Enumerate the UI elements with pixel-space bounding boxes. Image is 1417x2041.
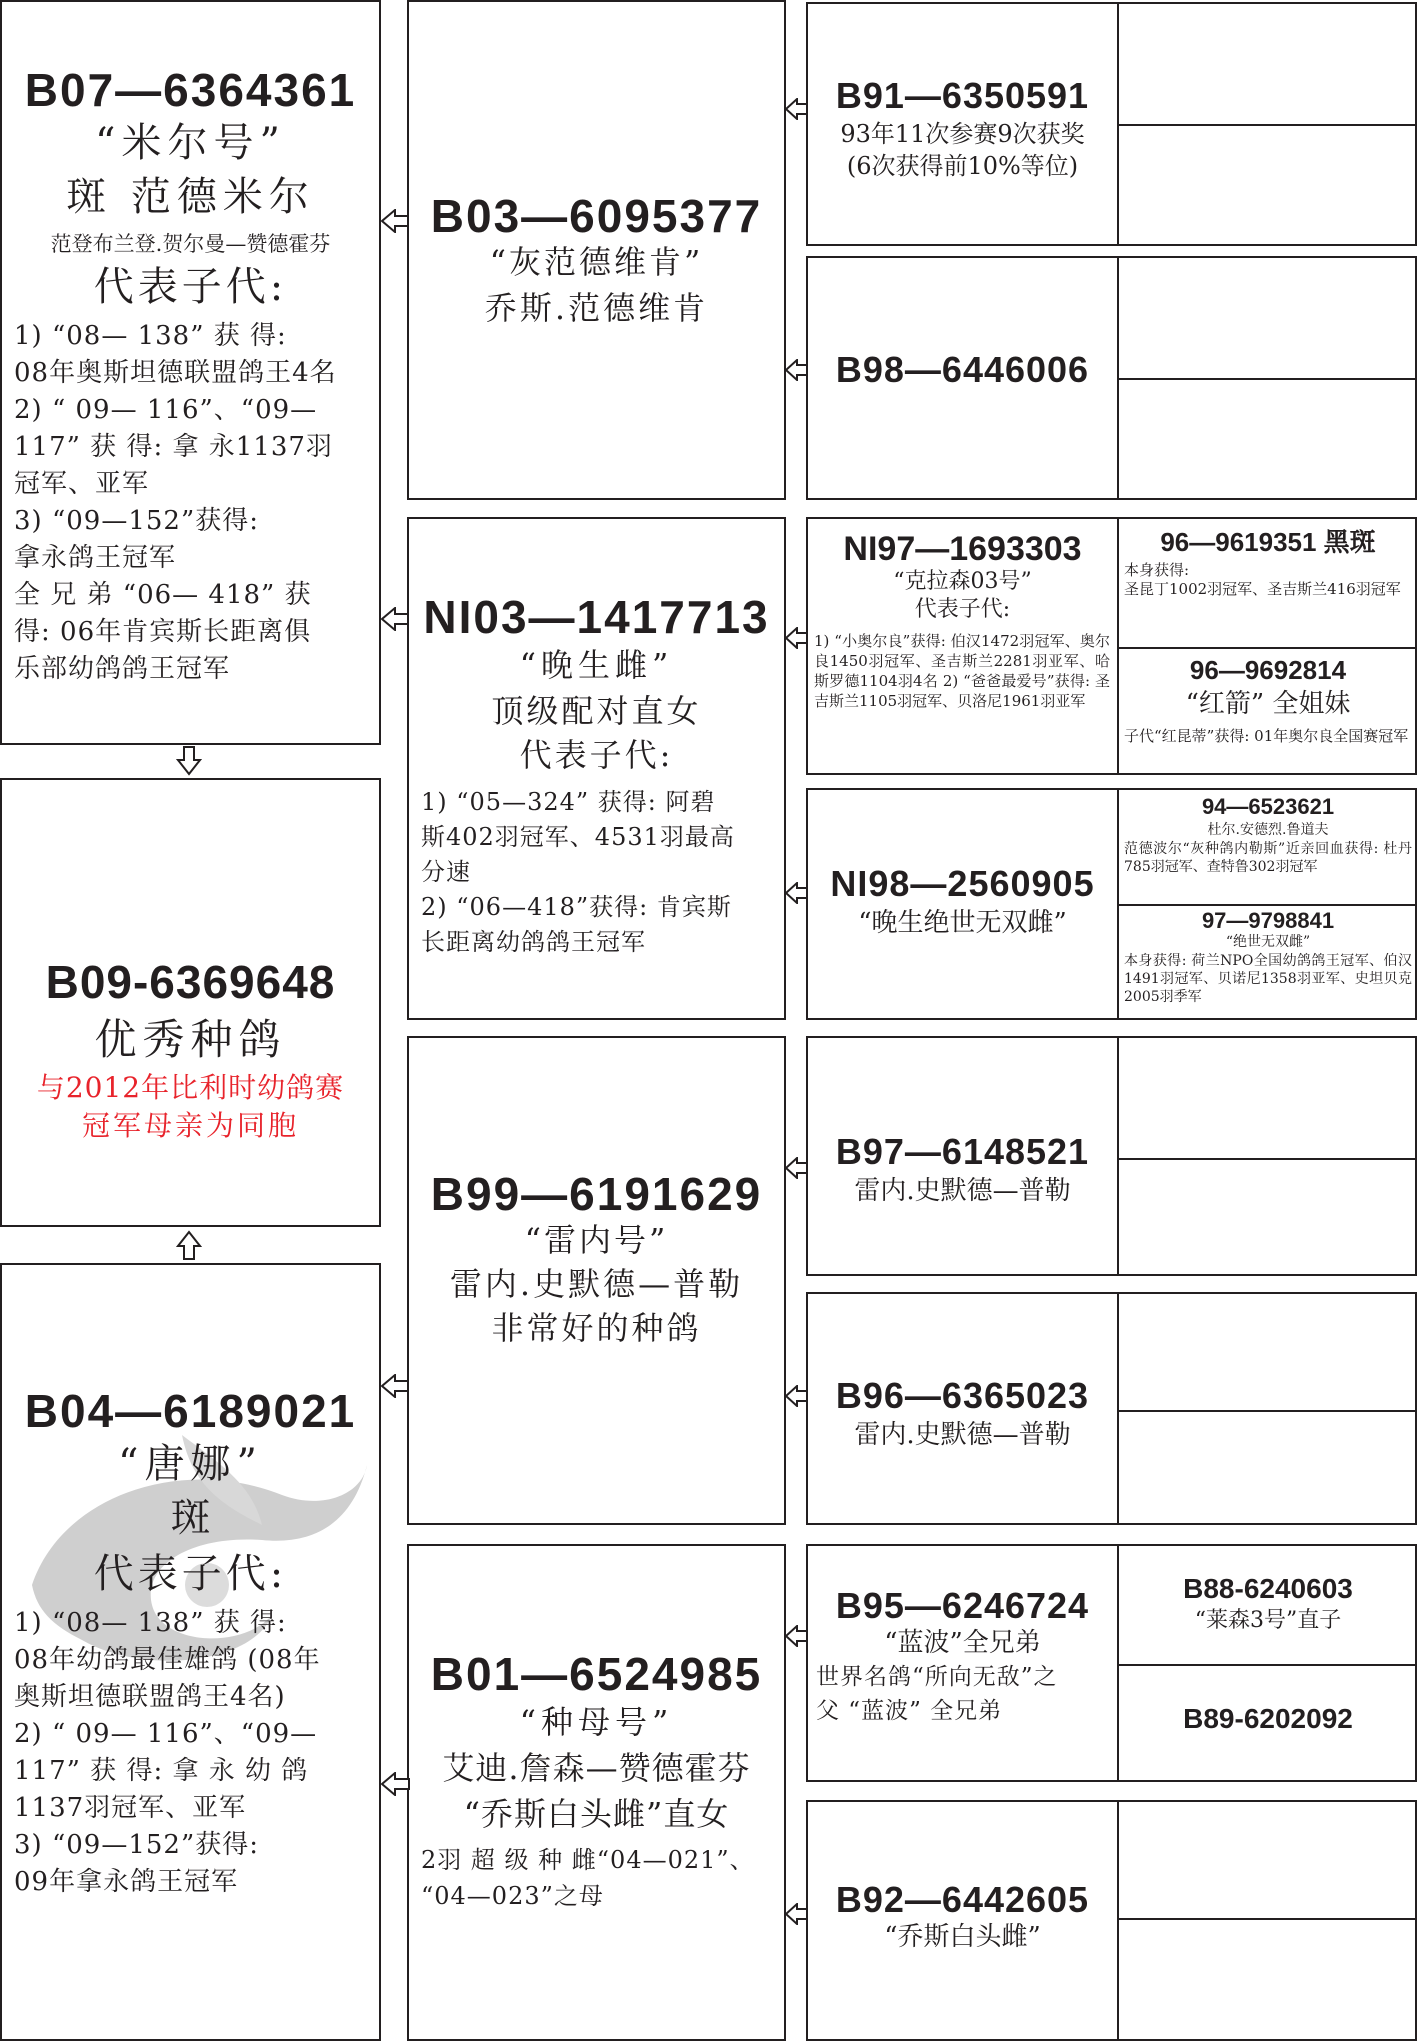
gen2-ring-number: B99—6191629 bbox=[430, 1168, 763, 1220]
gen3-ring-number: B97—6148521 bbox=[835, 1131, 1090, 1172]
gen3-line: “晚生绝世无双雌” bbox=[858, 908, 1067, 938]
gen3-line: (6次获得前10%等位) bbox=[846, 152, 1079, 180]
gen2-line: “雷内号” bbox=[524, 1221, 669, 1259]
gen4-name: “绝世无双雌” bbox=[1225, 934, 1311, 950]
desc-line: 08年幼鸽最佳雄鸽 (08年 bbox=[14, 1645, 321, 1675]
desc-line: 2羽 超 级 种 雌“04—021”、 bbox=[421, 1846, 755, 1874]
gen3-offspring-desc: 1) “小奥尔良”获得: 伯汉1472羽冠军、奥尔良1450羽冠军、圣吉斯兰2281羽亚军、哈斯罗德1104羽4名 2) “爸爸最爱号”获得: 圣吉斯兰1105羽冠军、贝洛尼1961羽亚军 bbox=[814, 632, 1110, 710]
gen2-line: “灰范德维肯” bbox=[489, 243, 704, 281]
subject-note-line2: 冠军母亲为同胞 bbox=[81, 1109, 299, 1142]
desc-line: 2) “ 09— 116”、“09— bbox=[14, 1719, 318, 1749]
gen4-ring-number: 94—6523621 bbox=[1201, 794, 1335, 819]
ggp-card-4 bbox=[806, 788, 1417, 1020]
desc-line: 1) “05—324” 获得: 阿碧 bbox=[421, 788, 716, 816]
sire-offspring-list bbox=[14, 318, 369, 688]
sire-card bbox=[0, 0, 381, 745]
gen4-desc: 本身获得: 圣昆丁1002羽冠军、圣吉斯兰416羽冠军 bbox=[1124, 561, 1401, 598]
subject-ring-number: B09-6369648 bbox=[45, 956, 336, 1008]
gen3-ring-number: B91—6350591 bbox=[835, 75, 1090, 116]
grandsire-maternal-card bbox=[407, 1036, 786, 1525]
desc-line: 冠军、亚军 bbox=[14, 469, 150, 499]
desc-line: 长距离幼鸽鸽王冠军 bbox=[421, 928, 646, 956]
desc-line: 08年奥斯坦德联盟鸽王4名 bbox=[14, 358, 337, 388]
arrow-down-icon bbox=[176, 746, 202, 776]
gen2-line: 乔斯.范德维肯 bbox=[484, 289, 709, 327]
ggp-card-5 bbox=[806, 1036, 1417, 1276]
subject-card bbox=[0, 778, 381, 1227]
grandsire-paternal-card bbox=[407, 0, 786, 500]
gen2-line: 非常好的种鸽 bbox=[491, 1309, 702, 1347]
gen3-line: “克拉森03号” bbox=[893, 569, 1032, 594]
gen3-ring-number: B98—6446006 bbox=[835, 349, 1090, 390]
gen2-line: “种母号” bbox=[519, 1703, 674, 1741]
dam-card bbox=[0, 1263, 381, 2041]
desc-line: 1) “08— 138” 获 得: bbox=[14, 321, 287, 351]
arrow-left-icon bbox=[380, 607, 410, 631]
arrow-up-icon bbox=[176, 1230, 202, 1260]
gen3-line: 雷内.史默德—普勒 bbox=[854, 1420, 1071, 1450]
gen4-ring-number: 96—9692814 bbox=[1189, 655, 1347, 685]
dam-offspring-title: 代表子代: bbox=[93, 1551, 288, 1597]
desc-line: 2) “06—418”获得: 肯宾斯 bbox=[421, 893, 732, 921]
desc-line: 斯402羽冠军、4531羽最高 bbox=[421, 823, 735, 851]
gen2-line: “乔斯白头雌”直女 bbox=[463, 1795, 730, 1833]
desc-line: 117” 获 得: 拿 永 幼 鸽 bbox=[14, 1756, 309, 1786]
desc-line: 09年拿永鸽王冠军 bbox=[14, 1867, 239, 1897]
gen3-ring-number: NI98—2560905 bbox=[830, 863, 1095, 904]
arrow-left-icon bbox=[380, 1772, 410, 1796]
sire-offspring-title: 代表子代: bbox=[93, 264, 288, 310]
gen3-line: 代表子代: bbox=[914, 597, 1011, 622]
gen3-line: 雷内.史默德—普勒 bbox=[854, 1176, 1071, 1206]
gen2-ring-number: B03—6095377 bbox=[430, 190, 763, 242]
gen4-ring-number: 96—9619351 黑斑 bbox=[1160, 527, 1376, 557]
ggp-card-1 bbox=[806, 2, 1417, 246]
desc-line: 1137羽冠军、亚军 bbox=[14, 1793, 247, 1823]
granddam-paternal-card bbox=[407, 517, 786, 1020]
subject-title: 优秀种鸽 bbox=[94, 1015, 287, 1064]
gen3-ring-number: B95—6246724 bbox=[835, 1585, 1090, 1626]
gen4-ring-number: B88-6240603 bbox=[1183, 1573, 1353, 1604]
gen4-desc: 本身获得: 荷兰NPO全国幼鸽鸽王冠军、伯汉1491羽冠军、贝诺尼1358羽亚军、史坦贝克2005羽季军 bbox=[1124, 953, 1412, 1005]
sire-ring-number: B07—6364361 bbox=[24, 64, 357, 116]
gen3-ring-number: B96—6365023 bbox=[835, 1375, 1090, 1416]
gen3-ring-number: B92—6442605 bbox=[835, 1879, 1090, 1920]
desc-line: 奥斯坦德联盟鸽王4名) bbox=[14, 1682, 286, 1712]
desc-line: 117” 获 得: 拿 永1137羽 bbox=[14, 432, 333, 462]
granddam-maternal-card bbox=[407, 1544, 786, 2041]
sire-color: 斑 范德米尔 bbox=[66, 174, 315, 220]
gen2-line: 顶级配对直女 bbox=[491, 692, 702, 730]
desc-line: “04—023”之母 bbox=[421, 1882, 604, 1910]
gen2-ring-number: NI03—1417713 bbox=[423, 591, 770, 643]
subject-note-line1: 与2012年比利时幼鸽赛 bbox=[36, 1071, 345, 1104]
dam-name: “唐娜” bbox=[118, 1441, 263, 1487]
gen2-line: “晚生雌” bbox=[519, 646, 674, 684]
desc-line: 1) “08— 138” 获 得: bbox=[14, 1608, 287, 1638]
gen2-ring-number: B01—6524985 bbox=[430, 1648, 763, 1700]
ggp-card-6 bbox=[806, 1292, 1417, 1525]
gen4-ring-number: 97—9798841 bbox=[1201, 908, 1335, 933]
gen3-ring-number: NI97—1693303 bbox=[843, 530, 1082, 568]
dam-color: 斑 bbox=[170, 1495, 211, 1541]
gen3-desc-line: 父 “蓝波” 全兄弟 bbox=[816, 1698, 1003, 1724]
gen3-line: “蓝波”全兄弟 bbox=[884, 1628, 1041, 1658]
gen4-name: “莱森3号”直子 bbox=[1194, 1608, 1342, 1633]
ggp-card-2 bbox=[806, 256, 1417, 500]
desc-line: 2) “ 09— 116”、“09— bbox=[14, 395, 318, 425]
desc-line: 全 兄 弟 “06— 418” 获 bbox=[14, 580, 312, 610]
desc-line: 3) “09—152”获得: bbox=[14, 1830, 260, 1860]
desc-line: 拿永鸽王冠军 bbox=[14, 543, 177, 573]
gen3-line: “乔斯白头雌” bbox=[884, 1922, 1041, 1952]
gen4-name: “红箭” 全姐妹 bbox=[1185, 689, 1351, 719]
gen2-line: 艾迪.詹森—赞德霍芬 bbox=[442, 1749, 751, 1787]
dam-offspring-list bbox=[14, 1605, 369, 1901]
desc-line: 3) “09—152”获得: bbox=[14, 506, 260, 536]
desc-line: 乐部幼鸽鸽王冠军 bbox=[14, 654, 231, 684]
desc-line: 分速 bbox=[421, 858, 471, 886]
gen3-desc-line: 世界名鸽“所向无敌”之 bbox=[816, 1664, 1058, 1690]
sire-origin: 范登布兰登.贺尔曼—赞德霍芬 bbox=[50, 232, 331, 256]
arrow-left-icon bbox=[380, 1374, 410, 1398]
gen4-ring-number: B89-6202092 bbox=[1183, 1703, 1353, 1734]
gen2-offspring-list bbox=[421, 1842, 774, 1914]
gen4-desc: 范德波尔“灰种鸽内勒斯”近亲回血获得: 杜丹785羽冠军、查特鲁302羽冠军 bbox=[1124, 841, 1412, 875]
ggp-card-8 bbox=[806, 1800, 1417, 2041]
gen4-origin: 杜尔.安德烈.鲁道夫 bbox=[1207, 822, 1329, 838]
gen2-line: 代表子代: bbox=[519, 736, 674, 774]
dam-ring-number: B04—6189021 bbox=[24, 1385, 357, 1437]
arrow-left-icon bbox=[380, 209, 410, 233]
sire-name: “米尔号” bbox=[95, 120, 286, 166]
desc-line: 得: 06年肯宾斯长距离俱 bbox=[14, 617, 312, 647]
gen2-offspring-list bbox=[421, 785, 774, 960]
ggp-card-7 bbox=[806, 1544, 1417, 1782]
gen4-desc: 子代“红昆蒂”获得: 01年奥尔良全国赛冠军 bbox=[1124, 727, 1409, 745]
ggp-card-3 bbox=[806, 517, 1417, 775]
gen3-line: 93年11次参赛9次获奖 bbox=[840, 120, 1085, 148]
gen2-line: 雷内.史默德—普勒 bbox=[449, 1265, 744, 1303]
